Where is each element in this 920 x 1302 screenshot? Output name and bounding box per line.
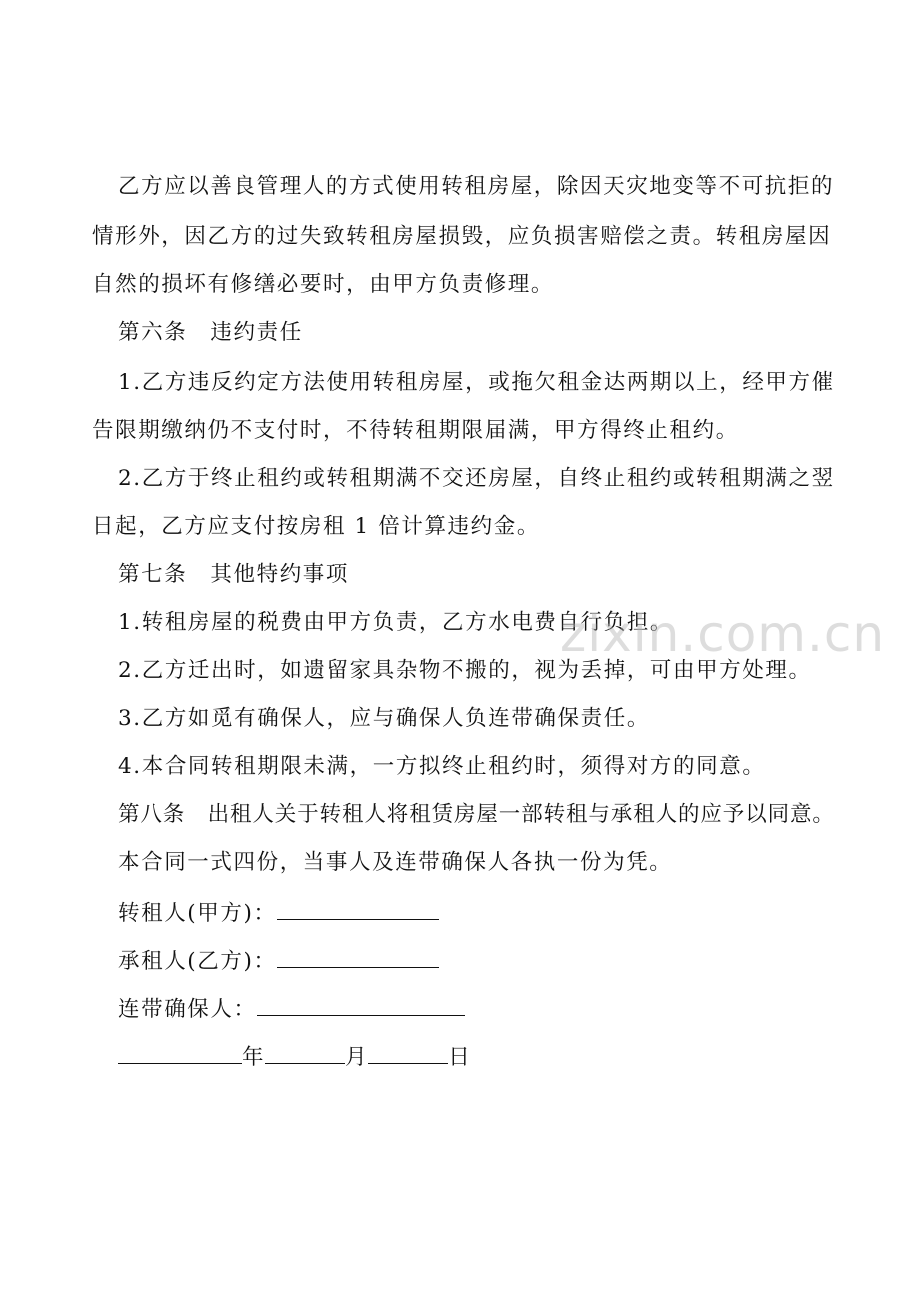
guarantor-signature [118,994,465,1025]
article-8: 第八条 出租人关于转租人将租赁房屋一部转租与承租人的应予以同意。 [118,802,835,827]
article-7-heading: 第七条 其他特约事项 [118,562,350,587]
date-line [118,1042,471,1073]
list-item: 3.乙方如觅有确保人，应与确保人负连带确保责任。 [118,706,650,731]
watermark: zixin.com.cn [560,605,886,663]
sublessor-blank [277,898,439,920]
paragraph-line: 乙方应以善良管理人的方式使用转租房屋，除因天灾地变等不可抗拒的 [118,174,835,199]
year-label: 年 [242,1045,266,1070]
paragraph-line: 1.乙方违反约定方法使用转租房屋，或拖欠租金达两期以上，经甲方催 [118,370,835,395]
sublessor-label: 转租人(甲方)： [118,901,277,926]
paragraph-line: 日起，乙方应支付按房租 1 倍计算违约金。 [92,514,540,539]
guarantor-blank [257,994,465,1016]
copies-statement: 本合同一式四份，当事人及连带确保人各执一份为凭。 [118,850,673,875]
lessee-signature [118,946,439,977]
paragraph-line: 自然的损坏有修缮必要时，由甲方负责修理。 [92,272,555,297]
list-item: 2.乙方迁出时，如遗留家具杂物不搬的，视为丢掉，可由甲方处理。 [118,658,812,683]
list-item: 4.本合同转租期限未满，一方拟终止租约时，须得对方的同意。 [118,754,766,779]
paragraph-line: 情形外，因乙方的过失致转租房屋损毁，应负损害赔偿之责。转租房屋因 [92,224,832,249]
day-blank [368,1042,448,1064]
year-blank [118,1042,242,1064]
article-6-heading: 第六条 违约责任 [118,320,303,345]
sublessor-signature [118,898,439,929]
list-item: 1.转租房屋的税费由甲方负责，乙方水电费自行负担。 [118,610,674,635]
lessee-blank [277,946,439,968]
month-blank [265,1042,345,1064]
month-label: 月 [345,1045,369,1070]
day-label: 日 [448,1045,472,1070]
paragraph-line: 告限期缴纳仍不支付时，不待转租期限届满，甲方得终止租约。 [92,418,739,443]
lessee-label: 承租人(乙方)： [118,949,277,974]
guarantor-label: 连带确保人： [118,997,257,1022]
paragraph-line: 2.乙方于终止租约或转租期满不交还房屋，自终止租约或转租期满之翌 [118,466,835,491]
